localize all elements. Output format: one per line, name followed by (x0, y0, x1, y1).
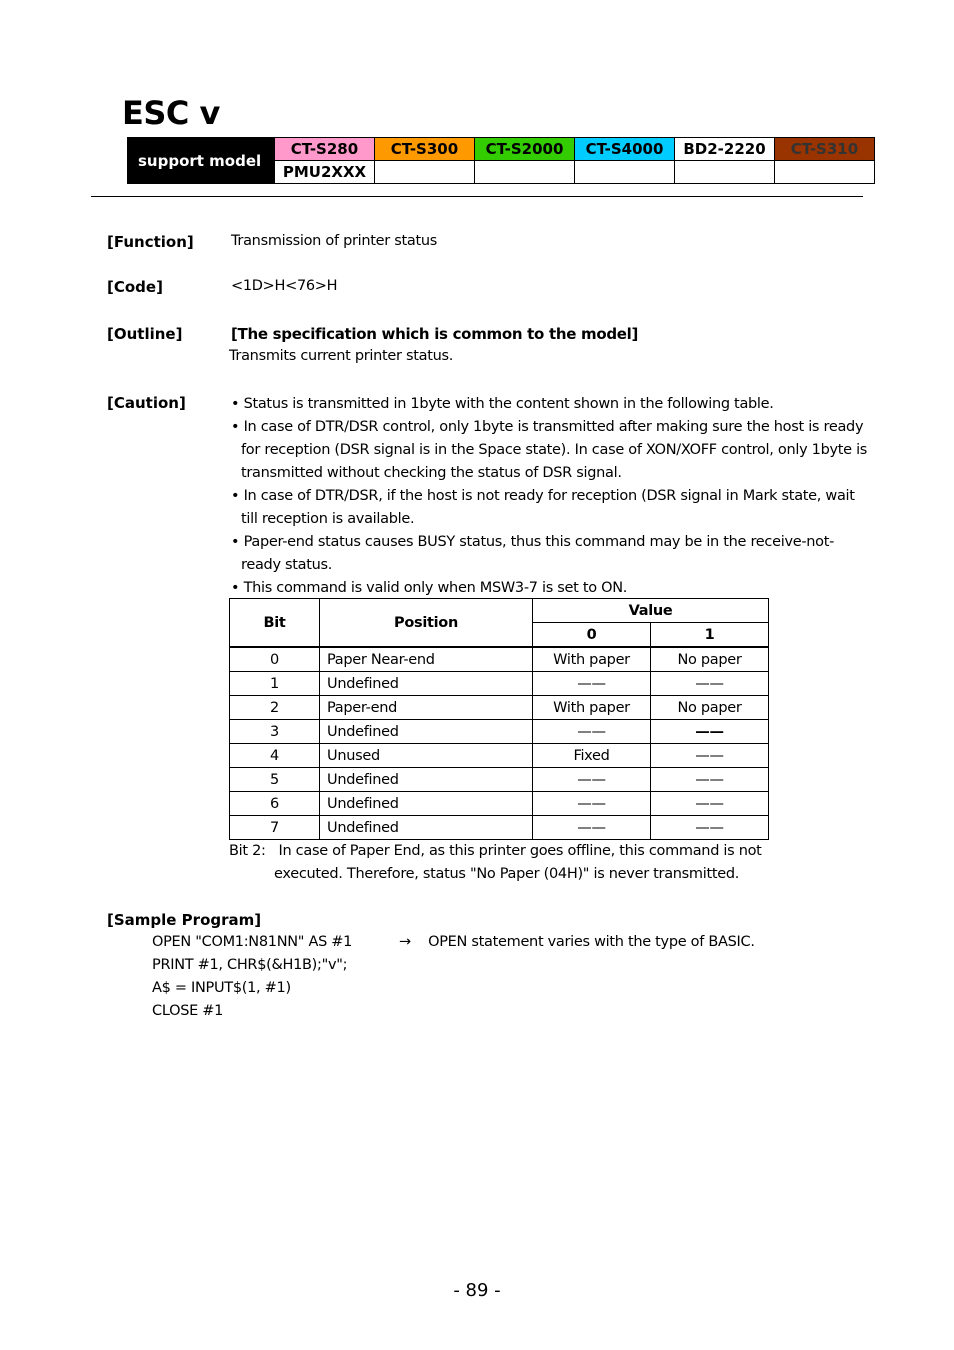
position-cell: Paper-end (320, 696, 533, 720)
value0-cell: With paper (533, 647, 651, 672)
header-bit: Bit (230, 599, 320, 648)
function-text: Transmission of printer status (231, 233, 437, 249)
model-ct-s300: CT-S300 (375, 138, 475, 161)
table-row (230, 792, 769, 816)
value1-cell: No paper (651, 647, 769, 672)
code-line: CLOSE #1 (152, 1003, 224, 1019)
bit-cell: 7 (230, 816, 320, 840)
sample-comment (399, 931, 755, 954)
sample-comment-text: OPEN statement varies with the type of BASIC. (428, 934, 755, 950)
model-ct-s280: CT-S280 (275, 138, 375, 161)
table-row (230, 720, 769, 744)
model-ct-s2000: CT-S2000 (475, 138, 575, 161)
header-position: Position (320, 599, 533, 648)
bit-cell: 5 (230, 768, 320, 792)
value1-cell: —— (651, 744, 769, 768)
model-pmu2xxx: PMU2XXX (275, 161, 375, 184)
value1-cell: —— (651, 792, 769, 816)
code-line: A$ = INPUT$(1, #1) (152, 980, 291, 996)
caution-item: • In case of DTR/DSR control, only 1byte is transmitted after making sure the host is ready for reception (DSR signal is in the Space state). In case of XON/XOFF control, only 1byte is transmitted without checking the status of DSR signal. (231, 416, 871, 485)
arrow-right-icon: → (399, 934, 411, 950)
position-cell: Paper Near-end (320, 647, 533, 672)
model-ct-s4000: CT-S4000 (575, 138, 675, 161)
value1-cell: —— (651, 672, 769, 696)
outline-heading: [The specification which is common to the model] (231, 325, 639, 343)
table-row (230, 816, 769, 840)
value0-cell: —— (533, 792, 651, 816)
caution-item: • Status is transmitted in 1byte with the content shown in the following table. (231, 393, 871, 416)
table-row (230, 696, 769, 720)
value1-cell: —— (651, 720, 769, 744)
outline-text: Transmits current printer status. (229, 348, 454, 364)
value1-cell: —— (651, 816, 769, 840)
code-text: <1D>H<76>H (231, 278, 338, 294)
support-model-table (127, 137, 875, 184)
status-bit-table (229, 598, 769, 840)
position-cell: Undefined (320, 816, 533, 840)
header-value-0: 0 (533, 623, 651, 648)
value0-cell: With paper (533, 696, 651, 720)
table-row (230, 768, 769, 792)
position-cell: Undefined (320, 768, 533, 792)
function-label: [Function] (107, 233, 194, 251)
model-empty-cell (375, 161, 475, 184)
bit-cell: 1 (230, 672, 320, 696)
model-empty-cell (675, 161, 775, 184)
caution-item: • In case of DTR/DSR, if the host is not ready for reception (DSR signal in Mark state, wait till reception is available. (231, 485, 871, 531)
code-line: PRINT #1, CHR$(&H1B);"v"; (152, 957, 348, 973)
note-line-2: executed. Therefore, status "No Paper (04H)" is never transmitted. (274, 866, 740, 882)
bit-cell: 2 (230, 696, 320, 720)
sample-program-code (152, 931, 352, 1023)
value0-cell: Fixed (533, 744, 651, 768)
value1-cell: No paper (651, 696, 769, 720)
model-bd2-2220: BD2-2220 (675, 138, 775, 161)
table-row (230, 647, 769, 672)
caution-item: • This command is valid only when MSW3-7 is set to ON. (231, 577, 871, 600)
position-cell: Undefined (320, 672, 533, 696)
position-cell: Undefined (320, 792, 533, 816)
bit2-note (229, 840, 762, 886)
sample-program-label: [Sample Program] (107, 911, 262, 929)
bit-cell: 6 (230, 792, 320, 816)
code-line: OPEN "COM1:N81NN" AS #1 (152, 934, 353, 950)
position-cell: Unused (320, 744, 533, 768)
outline-label: [Outline] (107, 325, 183, 343)
code-label: [Code] (107, 278, 163, 296)
bit-cell: 0 (230, 647, 320, 672)
model-empty-cell (475, 161, 575, 184)
value1-cell: —— (651, 768, 769, 792)
model-empty-cell (575, 161, 675, 184)
bit-cell: 4 (230, 744, 320, 768)
position-cell: Undefined (320, 720, 533, 744)
header-value: Value (533, 599, 769, 623)
note-line-1: Bit 2: In case of Paper End, as this printer goes offline, this command is not (229, 843, 762, 859)
table-row (230, 744, 769, 768)
caution-label: [Caution] (107, 394, 186, 412)
value0-cell: —— (533, 768, 651, 792)
bit-cell: 3 (230, 720, 320, 744)
page-number: - 89 - (453, 1280, 501, 1301)
caution-list (231, 393, 871, 600)
header-value-1: 1 (651, 623, 769, 648)
value0-cell: —— (533, 816, 651, 840)
support-model-label: support model (128, 138, 275, 184)
value0-cell: —— (533, 720, 651, 744)
table-row (230, 672, 769, 696)
model-ct-s310: CT-S310 (775, 138, 875, 161)
caution-item: • Paper-end status causes BUSY status, thus this command may be in the receive-not-ready status. (231, 531, 871, 577)
page-title: ESC v (122, 94, 220, 132)
header-divider (91, 196, 863, 197)
model-empty-cell (775, 161, 875, 184)
value0-cell: —— (533, 672, 651, 696)
